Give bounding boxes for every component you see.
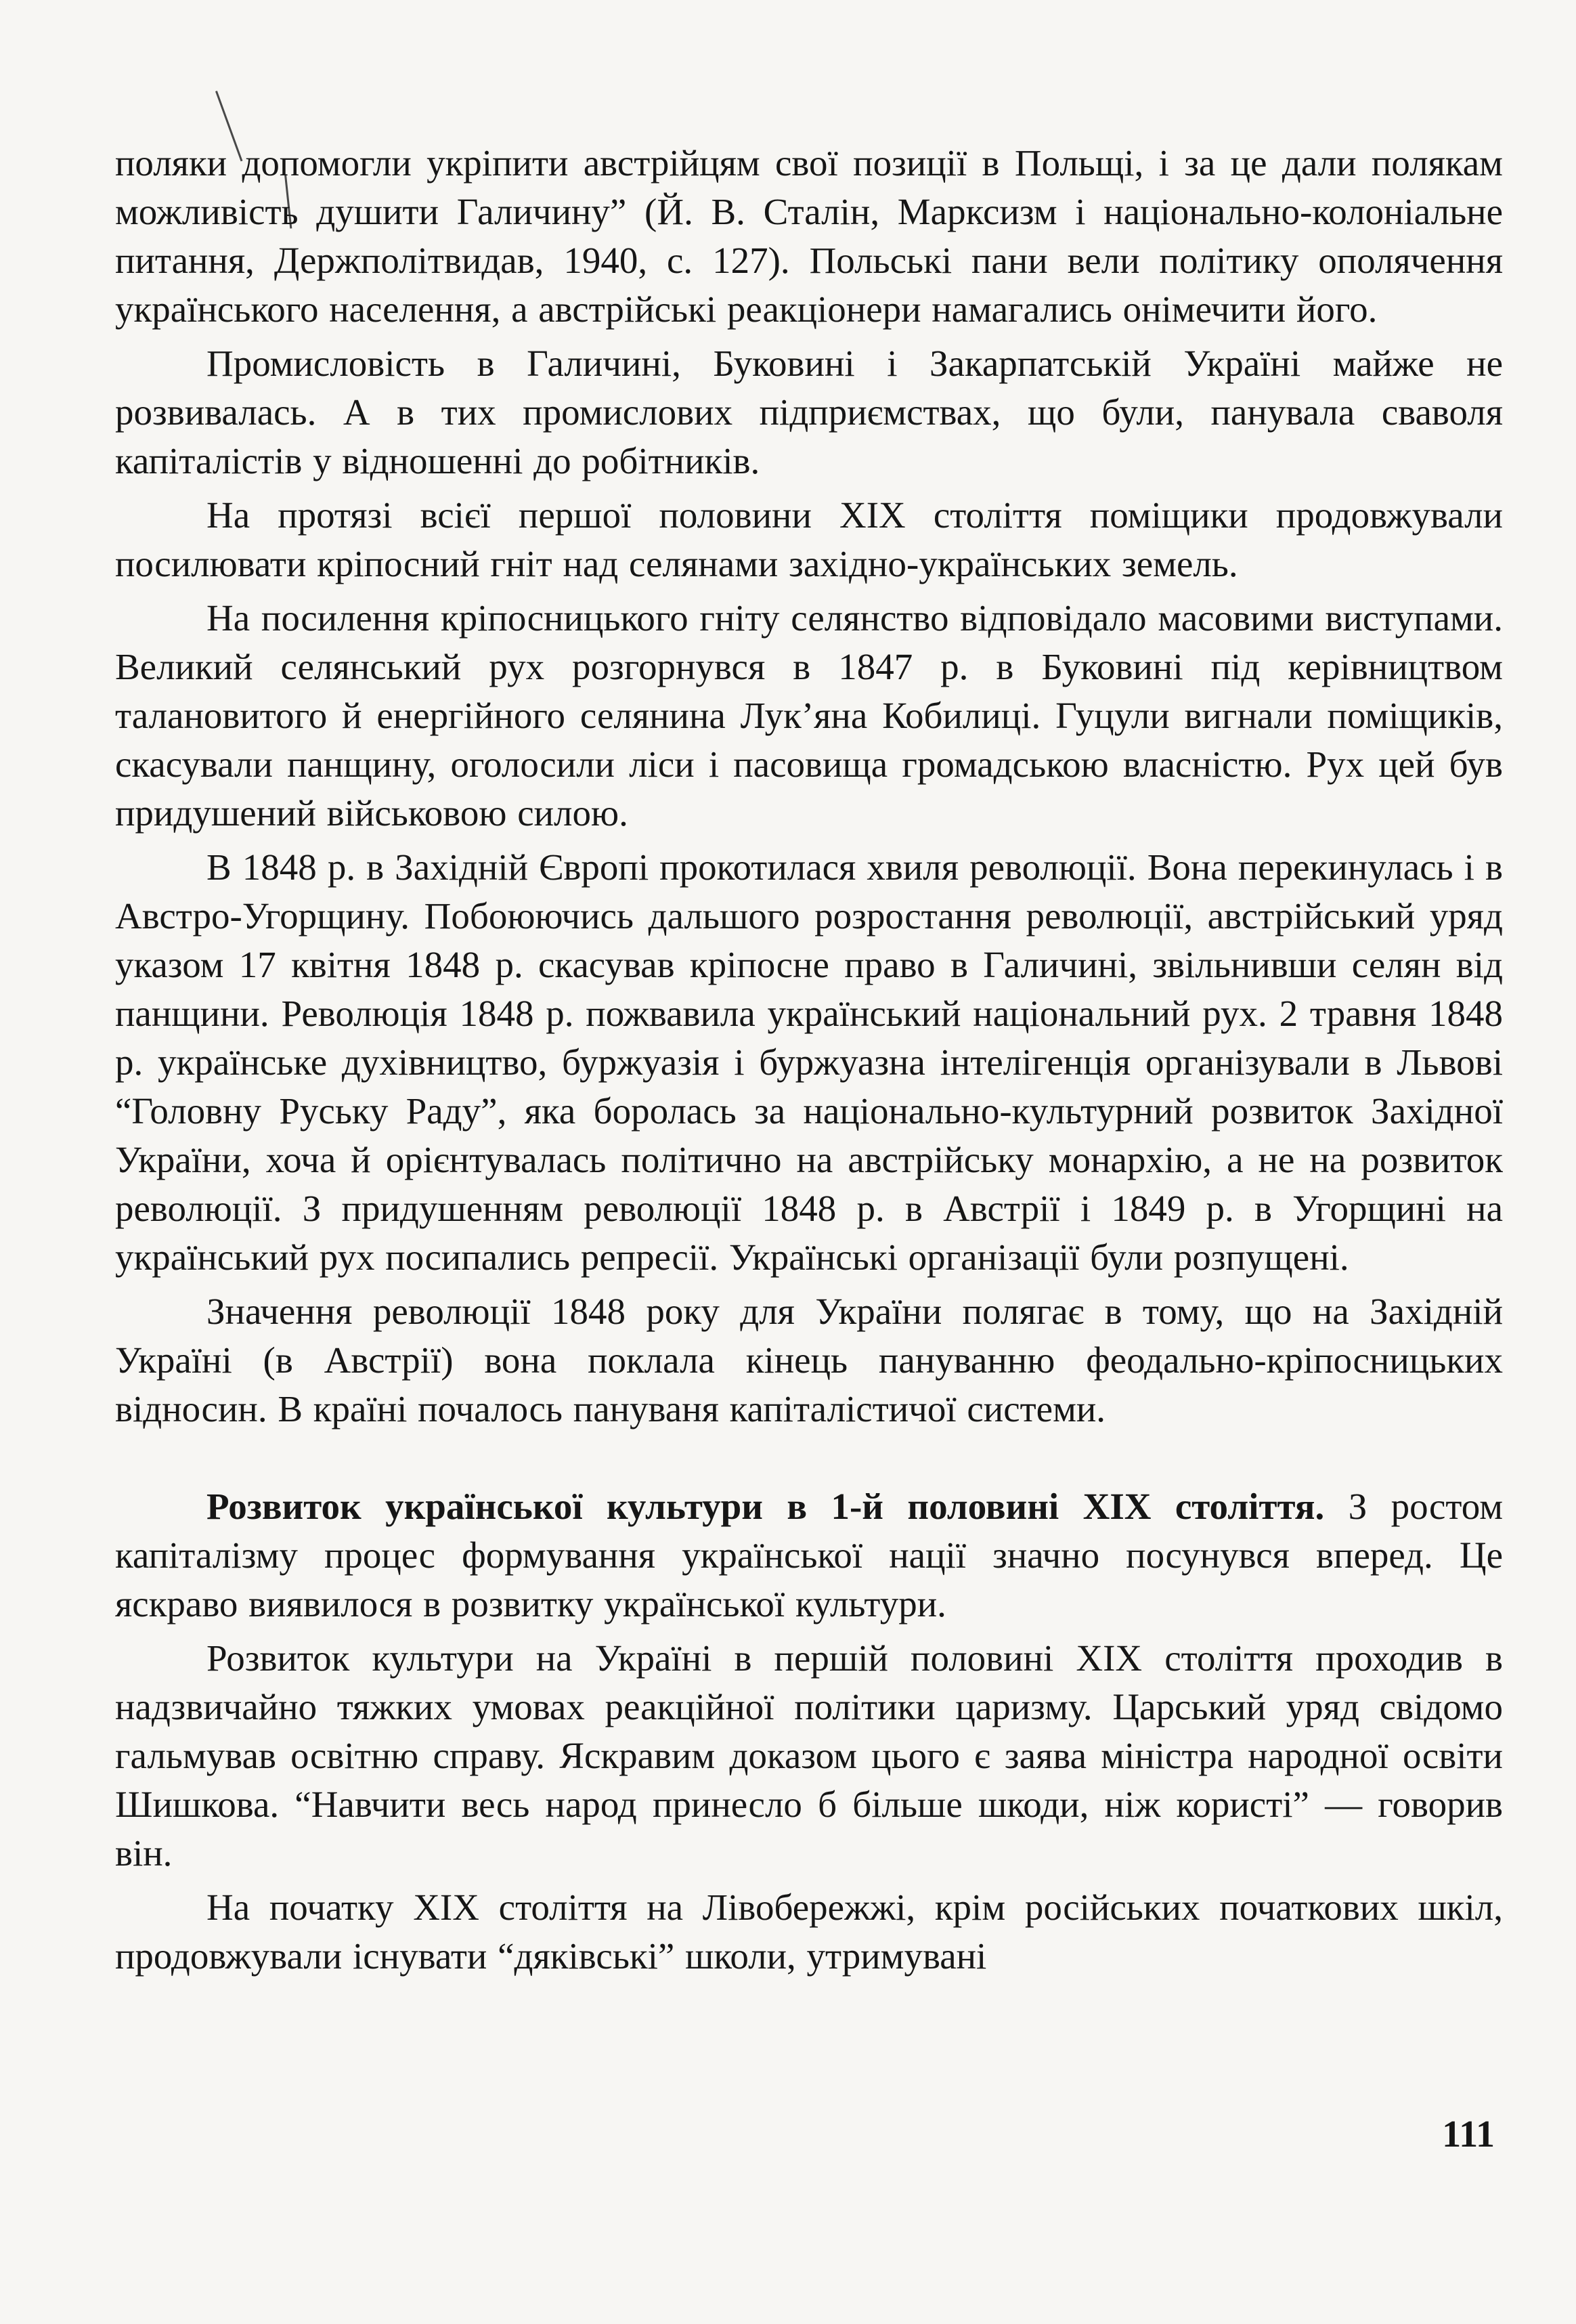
paragraph: В 1848 р. в Західній Європі прокотилася хвиля революції. Вона перекинулась і в Австро-Угорщину. Побоюючись дальшого розростання революції, австрійський уряд указом 17 квітня 1848 р. скасував кріпосне право в Галичині, звільнивши селян від панщини. Революція 1848 р. пожвавила український національний рух. 2 травня 1848 р. українське духівництво, буржуазія і буржуазна інтелігенція організували в Львові “Головну Руську Раду”, яка боролась за національно-культурний розвиток Західної України, хоча й орієнтувалась політично на австрійську монархію, а не на розвиток революції. З придушенням революції 1848 р. в Австрії і 1849 р. в Угорщині на український рух посипались репресії. Українські організації були розпущені. xyxy=(115,846,1503,1278)
page-number: 111 xyxy=(1442,2113,1495,2155)
paragraph: На початку XIX століття на Лівобережжі, крім російських початкових шкіл, продовжували існувати “дяківські” школи, утримувані xyxy=(115,1887,1503,1977)
section-paragraph xyxy=(115,1482,1503,1629)
paragraph: поляки допомогли укріпити австрійцям свої позиції в Польщі, і за це дали полякам можливість душити Галичину” (Й. В. Сталін, Марксизм і національно-колоніальне питання, Держполітвидав, 1940, с. 127). Польські пани вели політику ополячення українського населення, а австрійські реакціонери намагались онімечити його. xyxy=(115,142,1503,330)
paragraph: Значення революції 1848 року для України полягає в тому, що на Західній Україні (в Австрії) вона поклала кінець пануванню феодально-кріпосницьких відносин. В країні почалось пануваня капіталістичої системи. xyxy=(115,1291,1503,1429)
section-heading: Розвиток української культури в 1-й половині XIX століття. xyxy=(206,1486,1325,1527)
paragraph: Розвиток культури на Україні в першій половині XIX століття проходив в надзвичайно тяжких умовах реакційної політики царизму. Царський уряд свідомо гальмував освітню справу. Яскравим доказом цього є заява міністра народної освіти Шишкова. “Навчити весь народ принесло б більше шкоди, ніж користі” — говорив він. xyxy=(115,1637,1503,1874)
section-lead-text: З ростом капіталізму процес формування української нації значно посунувся вперед. Це яскраво виявилося в розвитку української культури. xyxy=(115,1486,1503,1624)
document-page xyxy=(115,139,1503,2272)
paragraph: На посилення кріпосницького гніту селянство відповідало масовими виступами. Великий селянський рух розгорнувся в 1847 р. в Буковині під керівництвом талановитого й енергійного селянина Лук’яна Кобилиці. Гуцули вигнали поміщиків, скасували панщину, оголосили ліси і пасовища громадською власністю. Рух цей був придушений військовою силою. xyxy=(115,597,1503,834)
paragraph: На протязі всієї першої половини XIX століття поміщики продовжували посилювати кріпосний гніт над селянами західно-українських земель. xyxy=(115,494,1503,584)
paragraph: Промисловість в Галичині, Буковині і Закарпатській Україні майже не розвивалась. А в тих промислових підприємствах, що були, панувала сваволя капіталістів у відношенні до робітників. xyxy=(115,343,1503,481)
